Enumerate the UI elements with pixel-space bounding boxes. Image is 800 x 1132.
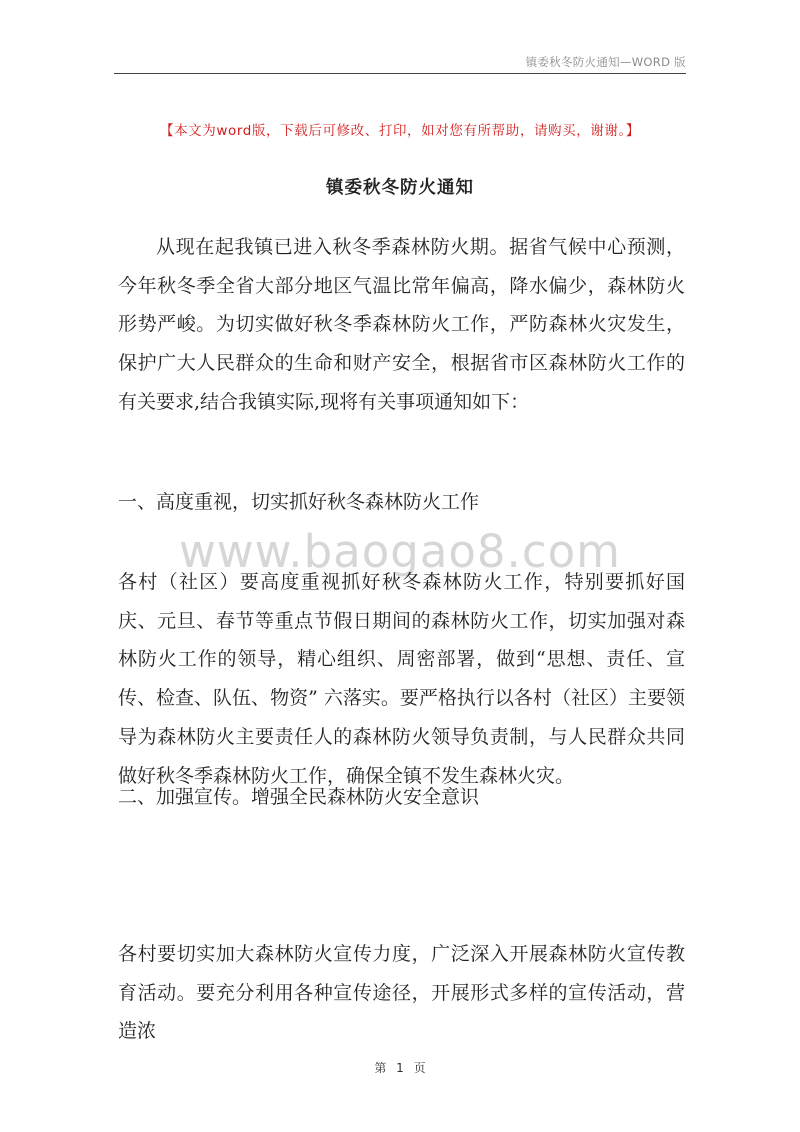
section-1-heading: 一、高度重视，切实抓好秋冬森林防火工作 bbox=[118, 491, 480, 513]
page-number: 1 bbox=[396, 1061, 404, 1075]
download-notice: 【本文为word版，下载后可修改、打印，如对您有所帮助，请购买，谢谢。】 bbox=[159, 123, 641, 139]
intro-paragraph: 从现在起我镇已进入秋冬季森林防火期。据省气候中心预测，今年秋冬季全省大部分地区气温比常年偏高，降水偏少，森林防火形势严峻。为切实做好秋冬季森林防火工作，严防森林火灾发生，保护广大人民群众的生命和财产安全，根据省市区森林防火工作的有关要求,结合我镇实际,现将有关事项通知如下： bbox=[118, 236, 685, 413]
section-1-body: 各村（社区）要高度重视抓好秋冬森林防火工作，特别要抓好国庆、元旦、春节等重点节假日期间的森林防火工作，切实加强对森林防火工作的领导，精心组织、周密部署，做到“思想、责任、宣传、检查、队伍、物资” 六落实。要严格执行以各村（社区）主要领导为森林防火主要责任人的森林防火领导负责制，与人民群众共同做好秋冬季森林防火工作，确保全镇不发生森林火灾。 bbox=[118, 571, 685, 787]
page-suffix: 页 bbox=[413, 1061, 426, 1075]
section-2-body: 各村要切实加大森林防火宣传力度，广泛深入开展森林防火宣传教育活动。要充分利用各种宣传途径，开展形式多样的宣传活动，营造浓 bbox=[118, 943, 685, 1043]
header-divider bbox=[114, 73, 686, 74]
running-header: 镇委秋冬防火通知—WORD 版 bbox=[525, 55, 686, 69]
section-2-heading: 二、加强宣传。增强全民森林防火安全意识 bbox=[118, 786, 480, 808]
watermark: www.baogao8.com bbox=[179, 525, 621, 578]
page-prefix: 第 bbox=[374, 1061, 387, 1075]
page-footer bbox=[0, 1059, 800, 1076]
document-title: 镇委秋冬防火通知 bbox=[326, 178, 474, 198]
